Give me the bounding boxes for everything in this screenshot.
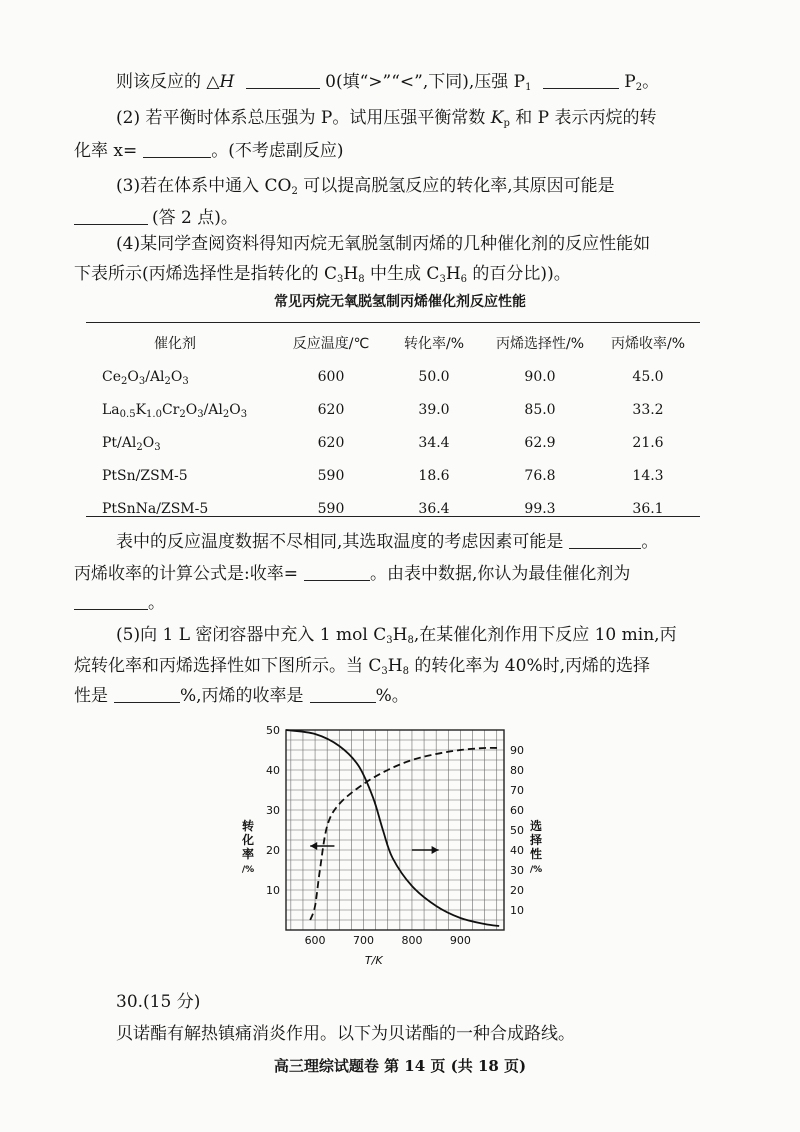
answer-blank[interactable] bbox=[74, 206, 148, 225]
x-tick-label: 600 bbox=[304, 934, 326, 947]
text-line bbox=[74, 206, 238, 230]
text: 。 bbox=[148, 593, 165, 613]
text: 烷转化率和丙烯选择性如下图所示。当 C bbox=[74, 656, 382, 676]
temp-cell: 590 bbox=[317, 467, 345, 484]
text: 表中的反应温度数据不尽相同,其选取温度的考虑因素可能是 bbox=[116, 532, 564, 552]
conversion-cell: 36.4 bbox=[418, 500, 450, 517]
conversion-cell: 18.6 bbox=[418, 467, 450, 484]
y-right-tick-label: 50 bbox=[510, 824, 524, 837]
text: H bbox=[387, 656, 403, 676]
selectivity-cell: 85.0 bbox=[524, 401, 556, 418]
text-line bbox=[116, 530, 658, 554]
question-number: 30.(15 分) bbox=[116, 992, 201, 1012]
y-left-axis-label: 化 bbox=[241, 833, 255, 847]
text: 下表所示(丙烯选择性是指转化的 C bbox=[74, 264, 338, 284]
text-line bbox=[116, 70, 659, 94]
conversion-cell: 39.0 bbox=[418, 401, 450, 418]
answer-blank[interactable] bbox=[74, 591, 148, 610]
header-cell: 丙烯收率/% bbox=[610, 336, 686, 352]
y-right-axis-label: 性 bbox=[529, 847, 543, 861]
table-row bbox=[86, 426, 700, 459]
text-line bbox=[116, 623, 677, 647]
y-right-tick-label: 80 bbox=[510, 764, 524, 777]
text-line bbox=[74, 562, 630, 586]
y-right-axis-label: 选 bbox=[529, 819, 543, 833]
table-title: 常见丙烷无氧脱氢制丙烯催化剂反应性能 bbox=[274, 294, 526, 310]
text-line bbox=[74, 591, 165, 615]
header-cell: 反应温度/℃ bbox=[292, 336, 370, 352]
y-left-tick-label: 20 bbox=[266, 844, 280, 857]
y-left-tick-label: 10 bbox=[266, 884, 280, 897]
conversion-cell: 34.4 bbox=[418, 434, 450, 451]
text-line: 贝诺酯有解热镇痛消炎作用。以下为贝诺酯的一种合成路线。 bbox=[116, 1024, 575, 1044]
text: K bbox=[490, 108, 504, 128]
text-line bbox=[116, 174, 615, 198]
page-footer: 高三理综试题卷 第 14 页 (共 18 页) bbox=[273, 1057, 527, 1075]
answer-blank[interactable] bbox=[114, 684, 180, 703]
table-row bbox=[86, 459, 700, 492]
y-right-tick-label: 40 bbox=[510, 844, 524, 857]
table-top-rule bbox=[86, 322, 700, 323]
text: P bbox=[618, 72, 636, 92]
yield-cell: 14.3 bbox=[632, 467, 664, 484]
temp-cell: 620 bbox=[317, 401, 345, 418]
temp-cell: 590 bbox=[317, 500, 345, 517]
text-line bbox=[74, 139, 344, 163]
text: ,在某催化剂作用下反应 10 min,丙 bbox=[413, 625, 677, 645]
subscript: 2 bbox=[635, 82, 643, 93]
subscript: 1 bbox=[525, 82, 532, 93]
arrow-left-head bbox=[310, 842, 317, 850]
text: H bbox=[219, 72, 235, 92]
text: 性是 bbox=[74, 686, 108, 706]
text: 可以提高脱氢反应的转化率,其原因可能是 bbox=[297, 176, 615, 196]
catalyst-cell: $La_{0.5}K_{1.0}Cr_2O_3/Al_2O_3$ bbox=[102, 401, 248, 420]
yield-cell: 21.6 bbox=[632, 434, 664, 451]
y-left-axis-label: /% bbox=[241, 865, 255, 875]
y-right-tick-label: 10 bbox=[510, 904, 524, 917]
text-line bbox=[74, 654, 650, 678]
text: H bbox=[392, 625, 408, 645]
text: 则该反应的 △ bbox=[116, 72, 220, 92]
x-tick-label: 700 bbox=[353, 934, 375, 947]
selectivity-curve bbox=[310, 748, 499, 920]
subscript: 2 bbox=[291, 186, 298, 197]
subscript: 3 bbox=[386, 635, 393, 646]
text: 。(不考虑副反应) bbox=[211, 141, 344, 161]
text: 。 bbox=[642, 72, 660, 92]
y-right-tick-label: 60 bbox=[510, 804, 524, 817]
y-left-tick-label: 30 bbox=[266, 804, 280, 817]
text: (5)向 1 L 密闭容器中充入 1 mol C bbox=[116, 625, 387, 645]
answer-blank[interactable] bbox=[143, 139, 211, 158]
temp-cell: 600 bbox=[317, 368, 345, 385]
y-left-axis-label: 转 bbox=[241, 819, 255, 833]
arrow-right-head bbox=[432, 846, 439, 854]
text: 。由表中数据,你认为最佳催化剂为 bbox=[369, 564, 631, 584]
text: (3)若在体系中通入 CO bbox=[116, 176, 292, 196]
text: 的百分比))。 bbox=[467, 264, 571, 284]
text-line bbox=[74, 262, 571, 286]
catalyst-cell: PtSn/ZSM-5 bbox=[102, 467, 188, 484]
subscript: 3 bbox=[337, 274, 344, 285]
text: 丙烯收率的计算公式是:收率= bbox=[74, 564, 298, 584]
table-row bbox=[86, 492, 700, 525]
text: 的转化率为 40%时,丙烯的选择 bbox=[409, 656, 650, 676]
table-row bbox=[86, 360, 700, 393]
answer-blank[interactable] bbox=[569, 530, 641, 549]
answer-blank[interactable] bbox=[304, 562, 370, 581]
y-right-axis-label: 择 bbox=[529, 833, 543, 847]
subscript: p bbox=[503, 118, 510, 129]
text-line: (4)某同学查阅资料得知丙烷无氧脱氢制丙烯的几种催化剂的反应性能如 bbox=[116, 234, 651, 254]
text: 化率 x= bbox=[74, 141, 138, 161]
subscript: 8 bbox=[358, 274, 365, 285]
answer-blank[interactable] bbox=[310, 684, 376, 703]
text: H bbox=[343, 264, 359, 284]
header-cell: 丙烯选择性/% bbox=[495, 336, 585, 352]
selectivity-cell: 76.8 bbox=[524, 467, 556, 484]
text: %。 bbox=[375, 686, 409, 706]
selectivity-cell: 90.0 bbox=[524, 368, 556, 385]
subscript: 8 bbox=[402, 666, 409, 677]
x-tick-label: 800 bbox=[401, 934, 423, 947]
y-left-axis-label: 率 bbox=[241, 847, 255, 861]
y-left-tick-label: 50 bbox=[266, 724, 280, 737]
conversion-cell: 50.0 bbox=[418, 368, 450, 385]
text: 0(填“>”“<”,下同),压强 P bbox=[319, 72, 526, 92]
text: 和 P 表示丙烷的转 bbox=[509, 108, 657, 128]
table-header-row bbox=[86, 326, 700, 360]
catalyst-cell: $Pt/Al_2O_3$ bbox=[102, 434, 161, 453]
header-cell: 转化率/% bbox=[403, 336, 465, 352]
conversion-curve bbox=[286, 730, 499, 926]
answer-blank[interactable] bbox=[543, 70, 619, 89]
catalyst-cell: PtSnNa/ZSM-5 bbox=[102, 500, 209, 517]
text: %,丙烯的收率是 bbox=[180, 686, 304, 706]
selectivity-cell: 99.3 bbox=[524, 500, 556, 517]
text: 。 bbox=[641, 532, 659, 552]
yield-cell: 45.0 bbox=[632, 368, 664, 385]
text: H bbox=[445, 264, 461, 284]
subscript: 8 bbox=[407, 635, 414, 646]
conversion-selectivity-chart bbox=[230, 718, 570, 978]
answer-blank[interactable] bbox=[246, 70, 320, 89]
x-tick-label: 900 bbox=[449, 934, 471, 947]
header-cell: 催化剂 bbox=[154, 336, 196, 352]
text-line bbox=[116, 106, 657, 130]
y-right-axis-label: /% bbox=[529, 865, 543, 875]
y-left-tick-label: 40 bbox=[266, 764, 280, 777]
catalyst-table bbox=[86, 326, 700, 525]
yield-cell: 36.1 bbox=[632, 500, 664, 517]
subscript: 3 bbox=[381, 666, 388, 677]
y-right-tick-label: 30 bbox=[510, 864, 524, 877]
text: 中生成 C bbox=[364, 264, 440, 284]
selectivity-cell: 62.9 bbox=[524, 434, 556, 451]
table-row bbox=[86, 393, 700, 426]
subscript: 3 bbox=[439, 274, 446, 285]
text-line bbox=[74, 684, 409, 708]
text: (答 2 点)。 bbox=[152, 208, 238, 228]
y-right-tick-label: 70 bbox=[510, 784, 524, 797]
subscript: 6 bbox=[460, 274, 468, 285]
x-axis-label: T/K bbox=[364, 954, 383, 967]
y-right-tick-label: 90 bbox=[510, 744, 524, 757]
text: (2) 若平衡时体系总压强为 P。试用压强平衡常数 bbox=[116, 108, 491, 128]
catalyst-cell: $Ce_2O_3/Al_2O_3$ bbox=[102, 368, 189, 387]
yield-cell: 33.2 bbox=[632, 401, 664, 418]
y-right-tick-label: 20 bbox=[510, 884, 524, 897]
temp-cell: 620 bbox=[317, 434, 345, 451]
